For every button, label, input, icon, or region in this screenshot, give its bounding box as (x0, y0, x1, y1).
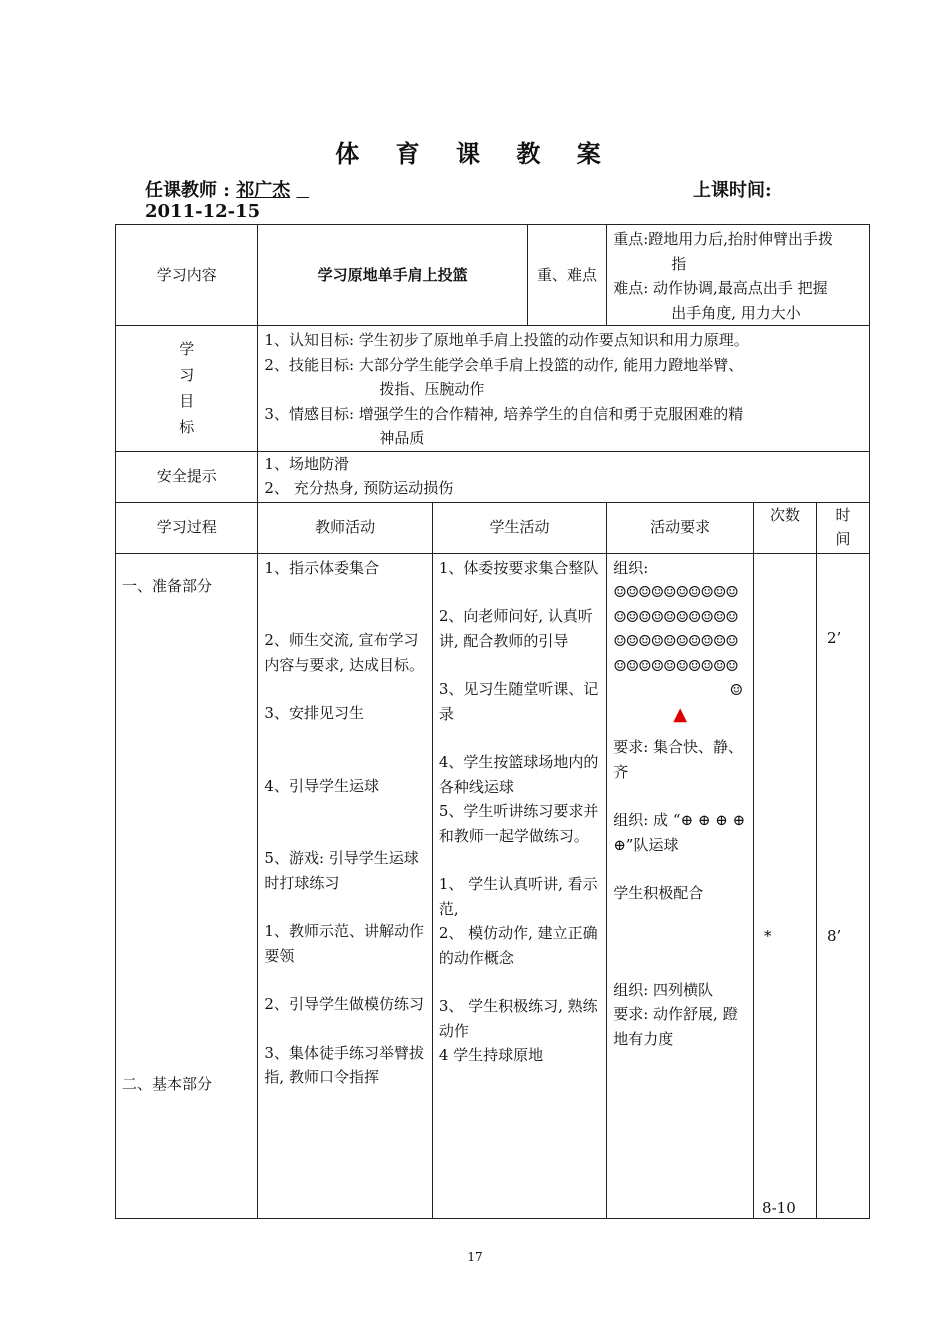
teacher-activity-header: 教师活动 (258, 502, 432, 553)
lesson-plan-table (115, 224, 870, 1219)
student-step: 5、学生听讲练习要求并和教师一起学做练习。 (438, 802, 599, 845)
goal-cognitive: 1、认知目标: 学生初步了原地单手肩上投篮的动作要点知识和用力原理。 (264, 331, 749, 349)
teacher-step: 1、教师示范、讲解动作要领 (264, 922, 424, 965)
req-stretch: 要求: 动作舒展, 蹬地有力度 (613, 1005, 738, 1048)
process-body-row (116, 553, 870, 1218)
requirement-header: 活动要求 (607, 502, 754, 553)
count-range: 8-10 (762, 1198, 796, 1217)
student-step: 3、见习生随堂听课、记录 (438, 680, 599, 723)
count-star: * (764, 926, 772, 945)
goal-skill-cont: 拨指、压腕动作 (379, 380, 485, 398)
safety-tip-1: 1、场地防滑 (264, 454, 349, 473)
student-activity-header: 学生活动 (432, 502, 606, 553)
student-step: 4、学生按篮球场地内的各种线运球 (438, 753, 599, 796)
org-formation: 组织: (613, 558, 649, 577)
safety-tip-2: 2、 充分热身, 预防运动损伤 (264, 479, 454, 497)
student-step: 1、体委按要求集合整队 (438, 558, 599, 577)
safety-label: 安全提示 (116, 451, 258, 502)
class-time-label: 上课时间: (693, 180, 772, 201)
goals-label-char: 目 (179, 392, 195, 411)
key-point-line2: 指 (671, 254, 687, 273)
student-row-icons: ☺☺☺☺☺☺☺☺☺☺ (613, 583, 738, 601)
goals-label-char: 学 (179, 340, 195, 359)
student-step: 2、向老师问好, 认真听讲, 配合教师的引导 (438, 607, 593, 650)
goals-label-char: 标 (179, 418, 195, 437)
teacher-label-text: 任课教师 : (145, 180, 230, 201)
learning-goals (258, 326, 870, 452)
process-parts (116, 553, 258, 1218)
student-activities (432, 553, 606, 1218)
key-points (607, 225, 870, 326)
part-prepare: 一、准备部分 (122, 576, 213, 595)
key-point-line1: 重点:蹬地用力后,抬肘伸臂出手拨 (613, 230, 834, 248)
req-cooperate: 学生积极配合 (613, 884, 704, 902)
req-assemble: 要求: 集合快、静、齐 (613, 738, 744, 781)
student-step: 2、 模仿动作, 建立正确的动作概念 (438, 924, 598, 967)
time-column (816, 553, 869, 1218)
goal-emotion-cont: 神品质 (379, 429, 425, 447)
time-header-text: 时间 (835, 505, 851, 548)
teacher-activities (258, 553, 432, 1218)
lesson-content: 学习原地单手肩上投篮 (258, 225, 527, 326)
goals-label (116, 326, 258, 452)
student-step: 4 学生持球原地 (438, 1046, 544, 1064)
goal-emotion: 3、情感目标: 增强学生的合作精神, 培养学生的自信和勇于克服困难的精 (264, 404, 744, 423)
count-column (754, 553, 817, 1218)
teacher-step: 2、引导学生做模仿练习 (264, 995, 424, 1013)
student-row-icons: ☺☺☺☺☺☺☺☺☺☺ (613, 632, 738, 650)
goals-label-char: 习 (179, 366, 195, 385)
page-number: 17 (467, 1250, 483, 1264)
student-step: 1、 学生认真听讲, 看示范, (438, 875, 598, 918)
safety-row (116, 451, 870, 502)
safety-tips (258, 451, 870, 502)
goal-skill: 2、技能目标: 大部分学生能学会单手肩上投篮的动作, 能用力蹬地举臂、 (264, 355, 744, 374)
teacher-step: 3、集体徒手练习举臂拔指, 教师口令指挥 (264, 1043, 424, 1086)
goals-row (116, 326, 870, 452)
teacher-step: 5、游戏: 引导学生运球时打球练习 (264, 849, 419, 892)
time-basic: 8’ (826, 926, 842, 945)
content-row (116, 225, 870, 326)
teacher-step: 3、安排见习生 (264, 704, 364, 722)
process-header-row (116, 502, 870, 553)
time-header (816, 502, 869, 553)
key-points-label: 重、难点 (527, 225, 606, 326)
activity-requirements (607, 553, 754, 1218)
count-header: 次数 (754, 502, 817, 553)
org-lines: 组织: 四列横队 (613, 980, 714, 999)
class-date: 2011-12-15 (145, 201, 261, 222)
teacher-step: 4、引导学生运球 (264, 776, 379, 795)
teacher-step: 1、指示体委集合 (264, 558, 379, 577)
teacher-name: 祁广杰 (236, 180, 291, 201)
teacher-position-icon: ▲ (673, 703, 688, 725)
content-label: 学习内容 (116, 225, 258, 326)
time-prepare: 2’ (826, 628, 842, 647)
difficulty-line2: 出手角度, 用力大小 (671, 303, 801, 322)
teacher-step: 2、师生交流, 宣布学习内容与要求, 达成目标。 (264, 631, 424, 674)
student-row-icons: ☺☺☺☺☺☺☺☺☺☺ (613, 656, 738, 675)
teacher-label (145, 176, 309, 202)
student-step: 3、 学生积极练习, 熟练动作 (438, 997, 598, 1040)
difficulty-line1: 难点: 动作协调,最高点出手 把握 (613, 279, 828, 297)
org-dribble: 组织: 成 “⊕ ⊕ ⊕ ⊕ ⊕”队运球 (613, 811, 746, 854)
process-header: 学习过程 (116, 502, 258, 553)
part-basic: 二、基本部分 (122, 1074, 213, 1093)
page-title: 体 育 课 教 案 (335, 139, 615, 168)
student-row-icons: ☺☺☺☺☺☺☺☺☺☺ (613, 607, 738, 626)
student-single-icon: ☺ (729, 681, 744, 699)
